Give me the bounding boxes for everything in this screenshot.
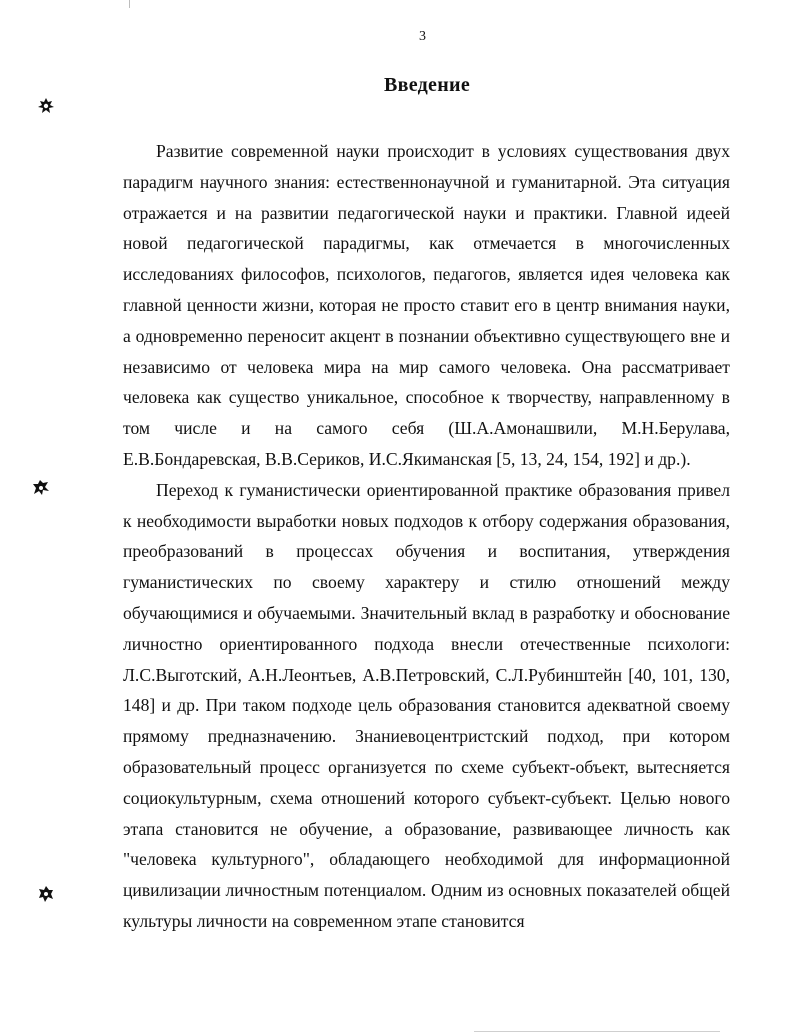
binding-hole-icon [36, 884, 56, 904]
binding-hole-mark [36, 96, 56, 116]
binding-hole-mark [31, 478, 51, 498]
binding-hole-mark [36, 884, 56, 904]
scan-artifact-bottom [474, 1031, 720, 1032]
binding-hole-icon [31, 478, 51, 498]
scan-artifact-top [129, 0, 130, 8]
body-text [123, 136, 730, 937]
paragraph: Развитие современной науки происходит в условиях существования двух парадигм научного знания: естественнонаучной и гуманитарной. Эта ситуация отражается и на развитии педагогической науки и практики. Главной идеей новой педагогической парадигмы, как отмечается в многочисленных исследованиях философов, психологов, педагогов, является идея человека как главной ценности жизни, которая не просто ставит его в центр внимания науки, а одновременно переносит акцент в познании объективно существующего вне и независимо от человека мира на мир самого человека. Она рассматривает человека как существо уникальное, способное к творчеству, направленному в том числе и на самого себя (Ш.А.Амонашвили, М.Н.Берулава, Е.В.Бондаревская, В.В.Сериков, И.С.Якиманская [5, 13, 24, 154, 192] и др.). [123, 141, 730, 469]
page-number: 3 [419, 29, 426, 44]
page-title: Введение [383, 74, 471, 96]
paragraph: Переход к гуманистически ориентированной практике образования привел к необходимости выработки новых подходов к отбору содержания образования, преобразований в процессах обучения и воспитания, утверждения гуманистических по своему характеру и стилю отношений между обучающимися и обучаемыми. Значительный вклад в разработку и обоснование личностно ориентированного подхода внесли отечественные психологи: Л.С.Выготский, А.Н.Леонтьев, А.В.Петровский, С.Л.Рубинштейн [40, 101, 130, 148] и др. При таком подходе цель образования становится адекватной своему прямому предназначению. Знаниевоцентристский подход, при котором образовательный процесс организуется по схеме субъект-объект, вытесняется социокультурным, схема отношений которого субъект-субъект. Целью нового этапа становится не обучение, а образование, развивающее личность как "человека культурного", обладающего необходимой для информационной цивилизации личностным потенциалом. Одним из основных показателей общей культуры личности на современном этапе становится [123, 479, 730, 931]
binding-hole-icon [36, 96, 56, 116]
